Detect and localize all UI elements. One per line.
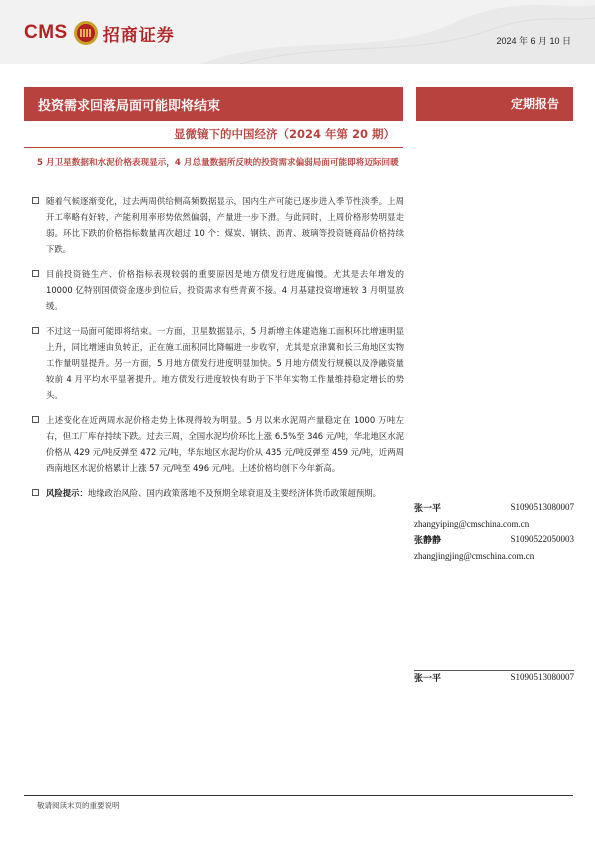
footer-disclaimer: 敬请阅读末页的重要说明 [37,801,120,810]
analyst-card [414,498,574,532]
report-title: 投资需求回落局面可能即将结束 [38,99,221,114]
bullet-box-icon [32,270,39,277]
header-decoration [200,0,595,64]
analyst-name: 张一平 [414,503,442,514]
analyst-summary [414,668,574,686]
bullet-text: 随着气候逐渐变化，过去两周供给侧高频数据显示，国内生产可能已逐步进入季节性淡季。上周开工率略有好转，产能利用率形势依然偏弱，产量进一步下滑。与此同时，上周价格形势明显走弱。环比下跌的价格指标数量再次超过 10 个：煤炭、钢铁、沥青、玻璃等投资链商品价格持续下跌。 [46,196,404,254]
bullet-item [32,412,404,476]
analyst-name: 张一平 [414,673,442,684]
risk-label: 风险提示： [46,488,88,498]
bullet-text: 目前投资链生产、价格指标表现较弱的重要原因是地方债发行进度偏慢。尤其是去年增发的 10000 亿特别国债资金逐步到位后，投资需求有些青黄不接。4 月基建投资增速较 3 月明显放缓。 [46,269,404,311]
analyst-card [414,530,574,564]
analyst-name: 张静静 [414,535,442,546]
bullet-list [32,193,404,510]
report-type: 定期报告 [510,97,559,111]
lead-summary: 5 月卫星数据和水泥价格表现显示，4 月总量数据所反映的投资需求偏弱局面可能即将迈际回暖 [37,158,399,168]
analyst-cert: S1090513080007 [510,502,574,512]
bullet-box-icon [32,197,39,204]
bullet-text: 上述变化在近两周水泥价格走势上体现得较为明显。5 月以来水泥周产量稳定在 1000 万吨左右，但工厂库存持续下跌。过去三周，全国水泥均价环比上涨 6.5%至 346 元/吨，华北地区水泥价格从 429 元/吨反弹至 472 元/吨，华东地区水泥均价从 435 元/吨反弹至 459 元/吨，近两周西南地区水泥价格累计上涨 57 元/吨至 496 元/吨。上述价格均创下今年新高。 [46,415,404,473]
bullet-box-icon [32,416,39,423]
analyst-cert: S1090513080007 [510,672,574,682]
bullet-item [32,266,404,314]
risk-warning [32,485,404,501]
title-bar [24,87,403,121]
bullet-item [32,193,404,257]
footer-divider [24,795,573,796]
analyst-cert: S1090522050003 [510,534,574,544]
logo-emblem-icon [73,20,99,46]
bullet-box-icon [32,489,39,496]
bullet-box-icon [32,327,39,334]
logo-chinese: 招商证券 [102,25,175,46]
risk-text: 地缘政治风险、国内政策落地不及预期全球衰退及主要经济体货币政策超预期。 [87,488,381,498]
report-date: 2024 年 6 月 10 日 [496,36,571,46]
subtitle-divider [24,147,403,148]
bullet-text: 不过这一局面可能即将结束。一方面，卫星数据显示，5 月新增主体建造施工面积环比增速明显上升，同比增速由负转正，正在施工面积同比降幅进一步收窄，尤其是京津冀和长三角地区实物工作量明显提升。另一方面，5 月地方债发行进度明显加快。5 月地方债发行规模以及净融资量较前 4 月平均水平显著提升。地方债发行进度较快有助于下半年实物工作量维持稳定增长的势头。 [46,326,404,400]
report-type-bar [416,87,573,121]
analyst-email[interactable]: zhangjingjing@cmschina.com.cn [414,551,535,561]
company-logo [24,18,175,48]
bullet-item [32,323,404,403]
report-subtitle: 显微镜下的中国经济（2024 年第 20 期） [173,127,395,141]
logo-latin: CMS [24,22,68,43]
analyst-email[interactable]: zhangyiping@cmschina.com.cn [414,519,530,529]
